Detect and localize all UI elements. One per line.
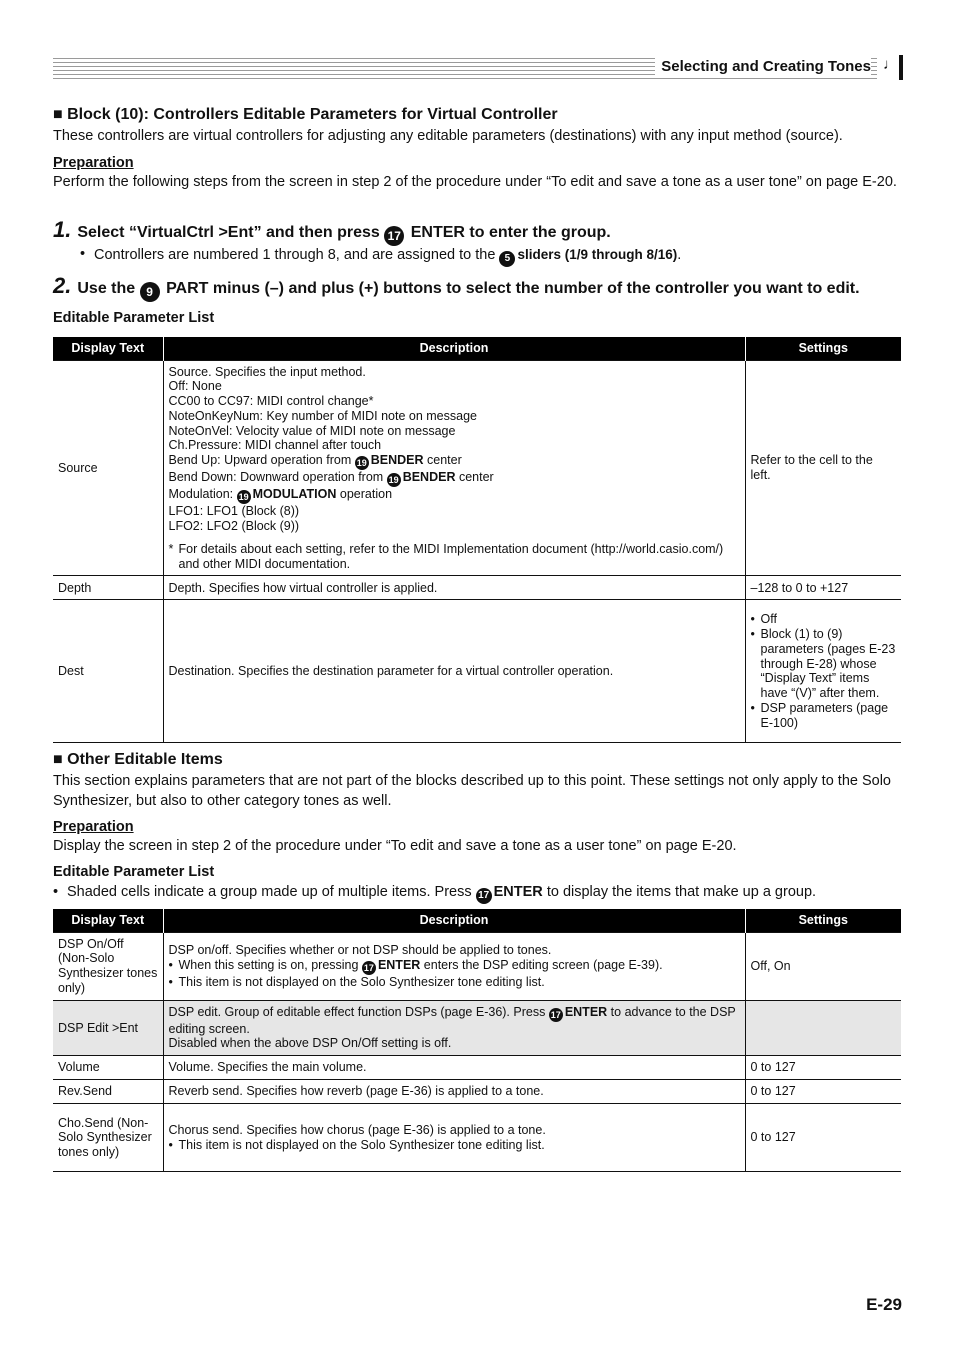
bender-icon: 19 — [356, 458, 367, 469]
col-display-text: Display Text — [53, 337, 163, 360]
block10-heading: ■ Block (10): Controllers Editable Parameters for Virtual Controller — [53, 106, 558, 123]
table1-label: Editable Parameter List — [53, 310, 215, 326]
part-key-icon: 9 — [140, 282, 160, 302]
cell-settings: 0 to 127 — [745, 1104, 901, 1172]
square-bullet-icon: ■ — [53, 106, 63, 123]
step-1: 1. Select “VirtualCtrl >Ent” and then press 17 ENTER to enter the group. — [53, 219, 903, 246]
table-row — [53, 1000, 901, 1056]
cell-display: DSP Edit >Ent — [53, 1000, 163, 1056]
step-1-number: 1. — [53, 217, 72, 242]
col-description: Description — [163, 909, 745, 932]
table-row — [53, 600, 901, 743]
header-title: Selecting and Creating Tones — [655, 57, 871, 77]
bender-icon: 19 — [388, 475, 399, 486]
cell-display: Depth — [53, 576, 163, 600]
footnote: * For details about each setting, refer to the MIDI Implementation document (http://world.casio.com/) and other MIDI documentation. — [169, 542, 740, 572]
block10-intro: These controllers are virtual controllers for adjusting any editable parameters (destinations) with any input method (source). — [53, 128, 843, 144]
other-prep-text: Display the screen in step 2 of the procedure under “To edit and save a tone as a user tone” on page E-20. — [53, 838, 737, 854]
enter-key-icon: 17 — [384, 226, 404, 246]
block10-prep-text: Perform the following steps from the screen in step 2 of the procedure under “To edit and save a tone as a user tone” on page E-20. — [53, 173, 897, 190]
cell-settings: –128 to 0 to +127 — [745, 576, 901, 600]
cell-description: Source. Specifies the input method. Off: None CC00 to CC97: MIDI control change* NoteOnKeyNum: Key number of MIDI note on message NoteOnVel: Velocity value of MIDI note on message Ch.Pressure: MIDI channel after touch Bend Up: Upward operation from 19 BENDER center Bend Down: Downward operation from 19 BENDER center Modulation: 19 MODULATION operation LFO1: LFO1 (Block (8)) LFO2: LFO2 (Block (9)) * For details about each setting, refer to the MIDI Implementation document (http://world.casio.com/) and other MIDI documentation. — [163, 360, 745, 576]
other-parameter-table — [53, 909, 901, 1172]
cell-display: Dest — [53, 600, 163, 743]
table-header-row — [53, 909, 901, 932]
cell-display: DSP On/Off (Non-Solo Synthesizer tones only) — [53, 932, 163, 1000]
other-intro: This section explains parameters that are not part of the blocks described up to this point. These settings not only apply to the Solo Synthesizer, but also to other category tones as well. — [53, 773, 891, 809]
sliders-key-icon: 5 — [499, 251, 515, 267]
other-heading: ■ Other Editable Items — [53, 751, 223, 768]
enter-key-icon: 17 — [363, 962, 374, 973]
table-row — [53, 1104, 901, 1172]
cell-display: Source — [53, 360, 163, 576]
cell-display: Cho.Send (Non-Solo Synthesizer tones only) — [53, 1104, 163, 1172]
cell-description: Destination. Specifies the destination parameter for a virtual controller operation. — [163, 600, 745, 743]
cell-display: Volume — [53, 1056, 163, 1080]
cell-description: Depth. Specifies how virtual controller is applied. — [163, 576, 745, 600]
modulation-icon: 19 — [238, 492, 249, 503]
step-2-number: 2. — [53, 273, 72, 298]
cell-settings: 0 to 127 — [745, 1080, 901, 1104]
shaded-note: • Shaded cells indicate a group made up of multiple items. Press 17 ENTER to display the items that make up a group. — [53, 883, 903, 904]
cell-description: Chorus send. Specifies how chorus (page E-36) is applied to a tone. • This item is not displayed on the Solo Synthesizer tone editing list. — [163, 1104, 745, 1172]
enter-key-icon: 17 — [476, 888, 492, 904]
step-1-note: • Controllers are numbered 1 through 8, and are assigned to the 5 sliders (1/9 through 8/16). — [80, 245, 900, 267]
table-row — [53, 576, 901, 600]
cell-display: Rev.Send — [53, 1080, 163, 1104]
table-row — [53, 1056, 901, 1080]
cell-description: Volume. Specifies the main volume. — [163, 1056, 745, 1080]
table-row — [53, 932, 901, 1000]
cell-description: Reverb send. Specifies how reverb (page E-36) is applied to a tone. — [163, 1080, 745, 1104]
controller-parameter-table — [53, 337, 901, 743]
block10-prep-label: Preparation — [53, 154, 134, 171]
page-number: E-29 — [866, 1295, 902, 1314]
page-header — [53, 55, 903, 80]
other-prep-label: Preparation — [53, 819, 134, 835]
cell-settings: 0 to 127 — [745, 1056, 901, 1080]
step-2: 2. Use the 9 PART minus (–) and plus (+) buttons to select the number of the controller you want to edit. — [53, 275, 903, 302]
enter-key-icon: 17 — [550, 1009, 561, 1020]
cell-description: DSP edit. Group of editable effect function DSPs (page E-36). Press 17 ENTER to advance to the DSP editing screen. Disabled when the above DSP On/Off setting is off. — [163, 1000, 745, 1056]
cell-settings: Off, On — [745, 932, 901, 1000]
square-bullet-icon: ■ — [53, 751, 63, 768]
col-settings: Settings — [745, 909, 901, 932]
table-row — [53, 1080, 901, 1104]
other-section — [53, 750, 903, 904]
col-settings: Settings — [745, 337, 901, 360]
cell-settings — [745, 1000, 901, 1056]
col-description: Description — [163, 337, 745, 360]
cell-description: DSP on/off. Specifies whether or not DSP should be applied to tones. • When this setting is on, pressing 17 ENTER enters the DSP editing screen (page E-39). • This item is not displayed on the Solo Synthesizer tone editing list. — [163, 932, 745, 1000]
table-header-row — [53, 337, 901, 360]
col-display-text: Display Text — [53, 909, 163, 932]
table-row — [53, 360, 901, 576]
music-note-icon: ♩ — [883, 56, 898, 73]
cell-settings: Refer to the cell to the left. — [745, 360, 901, 576]
cell-settings: • Off • Block (1) to (9) parameters (pages E-23 through E-28) whose “Display Text” items have “(V)” after them. • DSP parameters (page E-100) — [745, 600, 901, 743]
header-note-box — [877, 55, 903, 80]
table2-label: Editable Parameter List — [53, 863, 215, 880]
block10-section — [53, 105, 903, 192]
